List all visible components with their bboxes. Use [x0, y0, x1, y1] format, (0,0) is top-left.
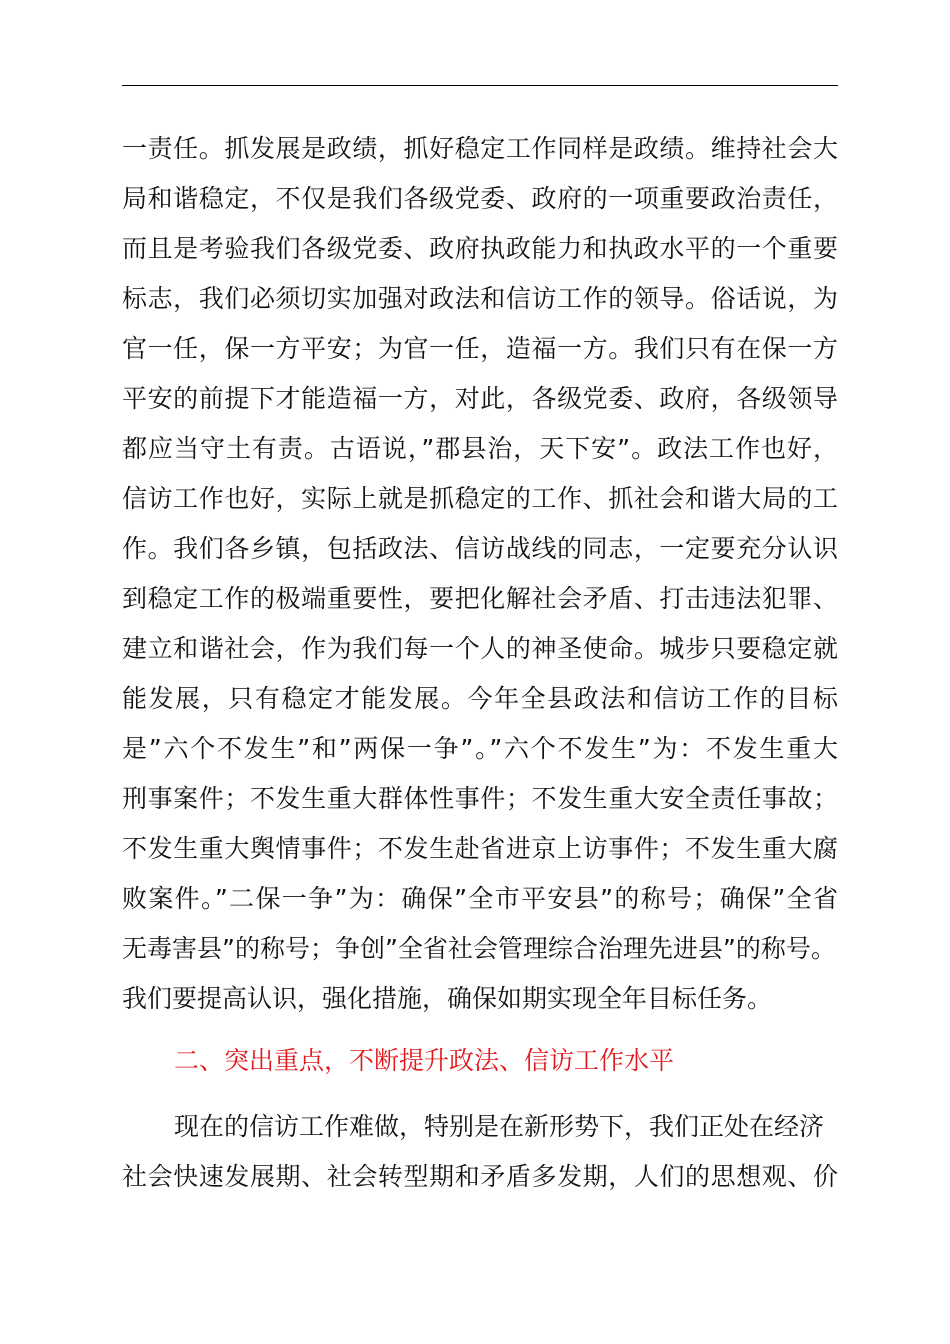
- text-line: 无毒害县”的称号；争创”全省社会管理综合治理先进县”的称号。: [122, 934, 836, 963]
- text-line: 刑事案件；不发生重大群体性事件；不发生重大安全责任事故；: [122, 784, 838, 813]
- header-rule: [122, 85, 838, 86]
- text-line: 而且是考验我们各级党委、政府执政能力和执政水平的一个重要: [122, 234, 838, 263]
- text-line: 官一任，保一方平安；为官一任，造福一方。我们只有在保一方: [122, 334, 838, 363]
- paragraph-2: [122, 1102, 838, 1202]
- text-line: 败案件。”二保一争”为：确保”全市平安县”的称号；确保”全省: [122, 884, 838, 913]
- section-heading: 二、突出重点，不断提升政法、信访工作水平: [174, 1046, 675, 1075]
- text-line: 平安的前提下才能造福一方，对此，各级党委、政府，各级领导: [122, 384, 838, 413]
- text-line: 现在的信访工作难做，特别是在新形势下，我们正处在经济: [174, 1112, 825, 1141]
- text-line: 不发生重大舆情事件；不发生赴省进京上访事件；不发生重大腐: [122, 834, 838, 863]
- text-line: 作。我们各乡镇，包括政法、信访战线的同志，一定要充分认识: [122, 534, 838, 563]
- text-line: 社会快速发展期、社会转型期和矛盾多发期，人们的思想观、价: [122, 1162, 838, 1191]
- paragraph-1: [122, 124, 838, 1024]
- text-line: 一责任。抓发展是政绩，抓好稳定工作同样是政绩。维持社会大: [122, 134, 838, 163]
- text-line: 能发展，只有稳定才能发展。今年全县政法和信访工作的目标: [122, 684, 838, 713]
- text-line: 建立和谐社会，作为我们每一个人的神圣使命。城步只要稳定就: [122, 634, 838, 663]
- text-line: 都应当守土有责。古语说，”郡县治，天下安”。政法工作也好，: [122, 434, 838, 463]
- text-line: 到稳定工作的极端重要性，要把化解社会矛盾、打击违法犯罪、: [122, 584, 838, 613]
- text-line: 标志，我们必须切实加强对政法和信访工作的领导。俗话说，为: [122, 284, 838, 313]
- text-line: 是”六个不发生”和”两保一争”。”六个不发生”为：不发生重大: [122, 734, 838, 763]
- text-line: 我们要提高认识，强化措施，确保如期实现全年目标任务。: [122, 984, 773, 1013]
- text-line: 局和谐稳定，不仅是我们各级党委、政府的一项重要政治责任，: [122, 184, 838, 213]
- text-line: 信访工作也好，实际上就是抓稳定的工作、抓社会和谐大局的工: [122, 484, 838, 513]
